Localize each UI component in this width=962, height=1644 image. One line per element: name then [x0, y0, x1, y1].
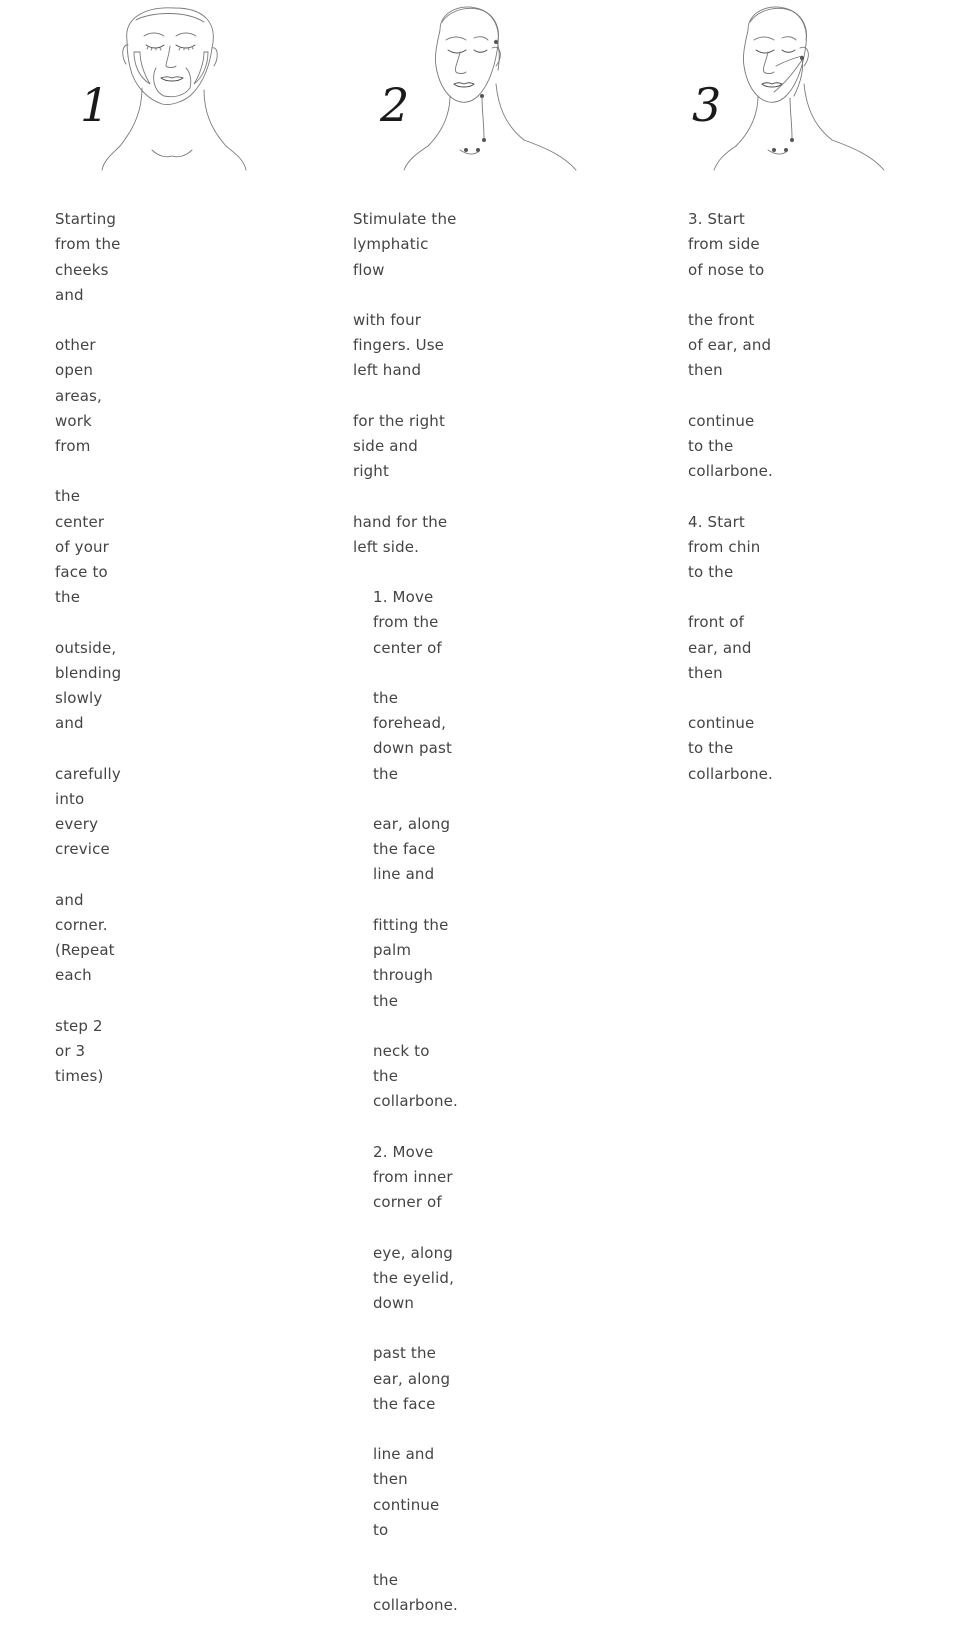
- text-line: other open areas, work from: [55, 336, 102, 456]
- text-line: the forehead, down past the: [373, 689, 453, 783]
- step-2-text: [353, 182, 458, 1644]
- text-line: past the ear, along the face: [373, 1344, 451, 1413]
- text-line: ear, along the face line and: [373, 815, 451, 884]
- text-line: with four fingers. Use left hand: [353, 311, 445, 380]
- text-line: the collarbone.: [373, 1571, 458, 1615]
- text-line: step 2 or 3 times): [55, 1016, 104, 1086]
- step-number: 3: [692, 78, 722, 132]
- text-line: 2. Move from inner corner of: [373, 1142, 453, 1212]
- text-line: the front of ear, and then: [688, 311, 772, 380]
- face-side-icon: [712, 0, 892, 175]
- text-line: 1. Move from the center of: [373, 588, 442, 657]
- text-line: carefully into every crevice: [55, 764, 121, 859]
- text-line: continue to the collarbone.: [688, 714, 773, 783]
- text-line: Starting from the cheeks and: [55, 210, 121, 304]
- text-line: Stimulate the lymphatic flow: [353, 210, 457, 279]
- text-line: eye, along the eyelid, down: [373, 1243, 454, 1312]
- text-line: 4. Start from chin to the: [688, 512, 761, 582]
- face-side-icon: [400, 0, 580, 175]
- text-line: front of ear, and then: [688, 613, 752, 682]
- text-line: outside, blending slowly and: [55, 638, 122, 733]
- text-line: line and then continue to: [373, 1445, 440, 1539]
- text-line: 3. Start from side of nose to: [688, 210, 765, 279]
- text-line: the center of your face to the: [55, 487, 110, 607]
- step-number: 2: [380, 78, 410, 132]
- text-line: hand for the left side.: [353, 512, 448, 556]
- step-1-text: [55, 182, 121, 1115]
- text-line: continue to the collarbone.: [688, 411, 773, 481]
- text-line: and corner. (Repeat each: [55, 890, 115, 985]
- step-3-text: [688, 182, 773, 812]
- text-line: neck to the collarbone.: [373, 1041, 458, 1111]
- text-line: for the right side and right: [353, 411, 445, 481]
- text-line: fitting the palm through the: [373, 915, 449, 1010]
- face-front-icon: [100, 0, 260, 175]
- step-number: 1: [80, 78, 110, 132]
